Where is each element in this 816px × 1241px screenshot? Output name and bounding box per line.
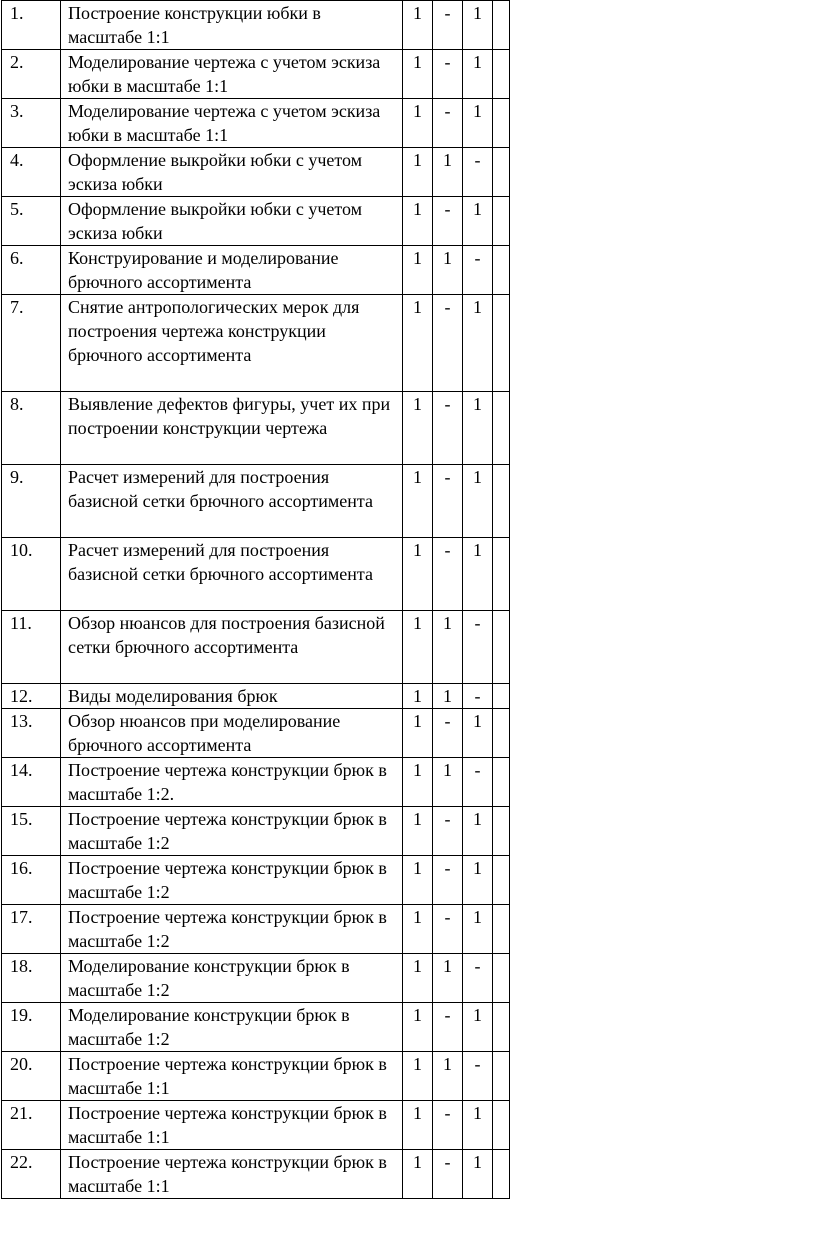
row-empty-cell	[493, 392, 510, 465]
row-topic-cell: Виды моделирования брюк	[61, 684, 403, 709]
row-hours-theory-cell: -	[433, 465, 463, 538]
row-hours-practice-cell: -	[463, 611, 493, 684]
table-body	[2, 1, 510, 1199]
row-hours-total-cell: 1	[403, 50, 433, 99]
row-empty-cell	[493, 709, 510, 758]
table-row	[2, 538, 510, 611]
row-empty-cell	[493, 1, 510, 50]
table-row	[2, 50, 510, 99]
table-row	[2, 684, 510, 709]
row-number-cell: 5.	[2, 197, 61, 246]
row-empty-cell	[493, 148, 510, 197]
row-number-cell: 16.	[2, 856, 61, 905]
row-topic-cell: Обзор нюансов при моделирование брючного ассортимента	[61, 709, 403, 758]
row-topic-cell: Построение чертежа конструкции брюк в масштабе 1:2	[61, 905, 403, 954]
row-number-cell: 6.	[2, 246, 61, 295]
row-hours-total-cell: 1	[403, 197, 433, 246]
table-row	[2, 1, 510, 50]
row-topic-cell: Оформление выкройки юбки с учетом эскиза юбки	[61, 197, 403, 246]
row-number-cell: 15.	[2, 807, 61, 856]
row-hours-practice-cell: 1	[463, 1101, 493, 1150]
row-hours-theory-cell: -	[433, 197, 463, 246]
row-hours-theory-cell: 1	[433, 246, 463, 295]
row-topic-cell: Снятие антропологических мерок для построения чертежа конструкции брючного ассортимента	[61, 295, 403, 392]
row-hours-practice-cell: 1	[463, 856, 493, 905]
table-row	[2, 99, 510, 148]
row-hours-total-cell: 1	[403, 758, 433, 807]
row-hours-total-cell: 1	[403, 905, 433, 954]
row-hours-theory-cell: -	[433, 295, 463, 392]
row-topic-cell: Построение чертежа конструкции брюк в масштабе 1:2	[61, 856, 403, 905]
row-number-cell: 4.	[2, 148, 61, 197]
row-hours-total-cell: 1	[403, 1101, 433, 1150]
row-empty-cell	[493, 295, 510, 392]
row-empty-cell	[493, 1052, 510, 1101]
row-empty-cell	[493, 1150, 510, 1199]
row-hours-total-cell: 1	[403, 148, 433, 197]
row-topic-cell: Выявление дефектов фигуры, учет их при построении конструкции чертежа	[61, 392, 403, 465]
row-topic-cell: Оформление выкройки юбки с учетом эскиза юбки	[61, 148, 403, 197]
row-hours-practice-cell: 1	[463, 709, 493, 758]
table-row	[2, 1052, 510, 1101]
row-hours-theory-cell: -	[433, 1101, 463, 1150]
row-empty-cell	[493, 905, 510, 954]
row-empty-cell	[493, 50, 510, 99]
row-hours-total-cell: 1	[403, 392, 433, 465]
table-row	[2, 1003, 510, 1052]
row-hours-practice-cell: 1	[463, 392, 493, 465]
table-row	[2, 197, 510, 246]
row-hours-theory-cell: 1	[433, 684, 463, 709]
row-hours-total-cell: 1	[403, 954, 433, 1003]
row-number-cell: 22.	[2, 1150, 61, 1199]
row-hours-theory-cell: -	[433, 807, 463, 856]
row-topic-cell: Построение чертежа конструкции брюк в масштабе 1:1	[61, 1052, 403, 1101]
row-number-cell: 9.	[2, 465, 61, 538]
row-empty-cell	[493, 1003, 510, 1052]
row-topic-cell: Расчет измерений для построения базисной сетки брючного ассортимента	[61, 465, 403, 538]
row-number-cell: 13.	[2, 709, 61, 758]
row-hours-practice-cell: 1	[463, 465, 493, 538]
row-hours-total-cell: 1	[403, 709, 433, 758]
row-hours-practice-cell: -	[463, 148, 493, 197]
row-number-cell: 20.	[2, 1052, 61, 1101]
table-row	[2, 611, 510, 684]
row-hours-total-cell: 1	[403, 684, 433, 709]
row-topic-cell: Обзор нюансов для построения базисной сетки брючного ассортимента	[61, 611, 403, 684]
row-hours-practice-cell: -	[463, 246, 493, 295]
row-number-cell: 1.	[2, 1, 61, 50]
row-hours-theory-cell: 1	[433, 1052, 463, 1101]
table-row	[2, 1150, 510, 1199]
row-hours-practice-cell: 1	[463, 538, 493, 611]
row-topic-cell: Моделирование чертежа с учетом эскиза юбки в масштабе 1:1	[61, 99, 403, 148]
row-number-cell: 7.	[2, 295, 61, 392]
row-hours-theory-cell: -	[433, 99, 463, 148]
row-hours-practice-cell: 1	[463, 1003, 493, 1052]
row-hours-total-cell: 1	[403, 538, 433, 611]
row-empty-cell	[493, 856, 510, 905]
lesson-plan-table	[1, 0, 510, 1199]
row-topic-cell: Построение чертежа конструкции брюк в масштабе 1:1	[61, 1101, 403, 1150]
row-hours-theory-cell: -	[433, 1, 463, 50]
row-hours-theory-cell: -	[433, 1003, 463, 1052]
row-hours-practice-cell: -	[463, 684, 493, 709]
row-hours-practice-cell: 1	[463, 99, 493, 148]
row-topic-cell: Моделирование чертежа с учетом эскиза юбки в масштабе 1:1	[61, 50, 403, 99]
row-hours-practice-cell: 1	[463, 50, 493, 99]
row-hours-theory-cell: 1	[433, 758, 463, 807]
row-hours-total-cell: 1	[403, 1150, 433, 1199]
table-row	[2, 246, 510, 295]
table-row	[2, 1101, 510, 1150]
row-hours-practice-cell: -	[463, 1052, 493, 1101]
row-topic-cell: Построение чертежа конструкции брюк в масштабе 1:1	[61, 1150, 403, 1199]
row-topic-cell: Моделирование конструкции брюк в масштабе 1:2	[61, 1003, 403, 1052]
row-hours-total-cell: 1	[403, 1052, 433, 1101]
row-topic-cell: Построение конструкции юбки в масштабе 1:1	[61, 1, 403, 50]
table-row	[2, 295, 510, 392]
table-row	[2, 148, 510, 197]
row-empty-cell	[493, 538, 510, 611]
row-hours-total-cell: 1	[403, 1003, 433, 1052]
row-hours-theory-cell: -	[433, 856, 463, 905]
row-topic-cell: Моделирование конструкции брюк в масштабе 1:2	[61, 954, 403, 1003]
row-empty-cell	[493, 758, 510, 807]
row-number-cell: 17.	[2, 905, 61, 954]
row-number-cell: 2.	[2, 50, 61, 99]
row-empty-cell	[493, 246, 510, 295]
row-hours-total-cell: 1	[403, 99, 433, 148]
row-hours-practice-cell: -	[463, 954, 493, 1003]
row-hours-total-cell: 1	[403, 295, 433, 392]
row-hours-theory-cell: 1	[433, 954, 463, 1003]
row-topic-cell: Построение чертежа конструкции брюк в масштабе 1:2	[61, 807, 403, 856]
row-number-cell: 12.	[2, 684, 61, 709]
row-number-cell: 21.	[2, 1101, 61, 1150]
row-empty-cell	[493, 1101, 510, 1150]
row-hours-practice-cell: 1	[463, 197, 493, 246]
row-hours-total-cell: 1	[403, 856, 433, 905]
row-hours-practice-cell: 1	[463, 295, 493, 392]
row-hours-theory-cell: 1	[433, 611, 463, 684]
row-hours-practice-cell: 1	[463, 1150, 493, 1199]
row-empty-cell	[493, 611, 510, 684]
row-hours-total-cell: 1	[403, 611, 433, 684]
row-hours-practice-cell: -	[463, 758, 493, 807]
row-number-cell: 10.	[2, 538, 61, 611]
row-hours-theory-cell: -	[433, 538, 463, 611]
row-number-cell: 18.	[2, 954, 61, 1003]
row-empty-cell	[493, 684, 510, 709]
table-row	[2, 807, 510, 856]
row-hours-practice-cell: 1	[463, 807, 493, 856]
row-hours-theory-cell: -	[433, 392, 463, 465]
table-row	[2, 465, 510, 538]
row-number-cell: 19.	[2, 1003, 61, 1052]
table-row	[2, 954, 510, 1003]
row-topic-cell: Конструирование и моделирование брючного ассортимента	[61, 246, 403, 295]
table-row	[2, 758, 510, 807]
row-number-cell: 14.	[2, 758, 61, 807]
row-topic-cell: Расчет измерений для построения базисной сетки брючного ассортимента	[61, 538, 403, 611]
table-row	[2, 856, 510, 905]
row-hours-total-cell: 1	[403, 246, 433, 295]
row-empty-cell	[493, 99, 510, 148]
row-empty-cell	[493, 807, 510, 856]
row-hours-theory-cell: -	[433, 905, 463, 954]
row-hours-total-cell: 1	[403, 807, 433, 856]
row-empty-cell	[493, 954, 510, 1003]
row-hours-theory-cell: 1	[433, 148, 463, 197]
row-number-cell: 11.	[2, 611, 61, 684]
row-hours-theory-cell: -	[433, 709, 463, 758]
row-hours-theory-cell: -	[433, 50, 463, 99]
row-empty-cell	[493, 197, 510, 246]
row-number-cell: 8.	[2, 392, 61, 465]
row-topic-cell: Построение чертежа конструкции брюк в масштабе 1:2.	[61, 758, 403, 807]
table-row	[2, 392, 510, 465]
row-hours-total-cell: 1	[403, 1, 433, 50]
row-empty-cell	[493, 465, 510, 538]
row-hours-theory-cell: -	[433, 1150, 463, 1199]
row-hours-total-cell: 1	[403, 465, 433, 538]
row-hours-practice-cell: 1	[463, 1, 493, 50]
row-hours-practice-cell: 1	[463, 905, 493, 954]
row-number-cell: 3.	[2, 99, 61, 148]
table-row	[2, 905, 510, 954]
table-row	[2, 709, 510, 758]
